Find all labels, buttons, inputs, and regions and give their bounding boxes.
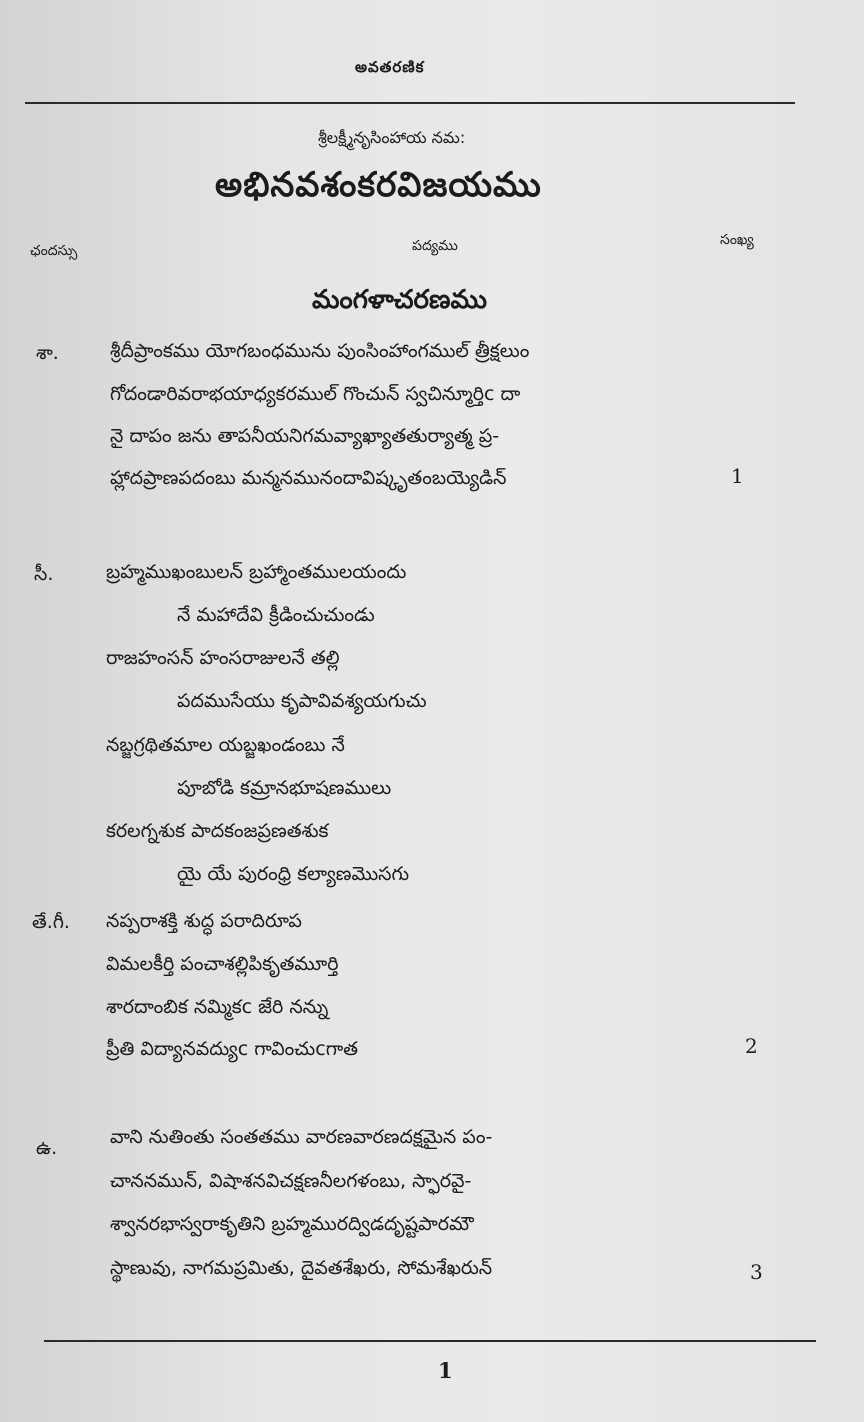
section-title: మంగళాచరణము — [312, 285, 487, 315]
verse-line: శ్రీదీప్రాంకము యోగబంధమును పుంసింహాంగముల్ త్రీక్షలుం — [110, 340, 530, 362]
verse-line: నే మహాదేవి క్రీడించుచుండు — [177, 604, 375, 626]
verse-line: నప్పరాశక్తి శుద్ధ పరాదిరూప — [106, 910, 302, 932]
header-rule — [25, 102, 795, 104]
book-title: అభినవశంకరవిజయము — [215, 165, 542, 205]
verse-line: విమలకీర్తి పంచాశల్లిపికృతమూర్తి — [106, 953, 339, 975]
page-number: 1 — [438, 1358, 453, 1383]
footer-rule — [44, 1340, 816, 1342]
verse-line: శ్వానరభాస్వరాకృతిని బ్రహ్మమురద్విడదృష్టపారమౌ — [110, 1213, 474, 1235]
verse-line: నై దాపం జను తాపనీయనిగమవ్యాఖ్యాతతుర్యాత్మ ప్ర- — [110, 425, 500, 447]
invocation-line: శ్రీలక్ష్మీనృసింహాయ నమ: — [318, 128, 466, 147]
verse-meter: శా. — [36, 342, 59, 364]
verse-line: పూబోడి కమ్రానభూషణములు — [177, 777, 392, 799]
verse-line: నబ్జగ్రథితమాల యబ్జఖండంబు నే — [106, 734, 345, 756]
verse-number: 1 — [731, 464, 744, 488]
verse-meter: ఉ. — [36, 1137, 58, 1159]
verse-line: బ్రహ్మముఖంబులన్ బ్రహ్మాంతములయందు — [106, 561, 407, 583]
verse-number: 2 — [745, 1034, 758, 1058]
running-title: అవతరణిక — [355, 58, 425, 76]
verse-line: శారదాంబిక నమ్మికc జేరి నన్ను — [106, 996, 329, 1018]
verse-line: హ్లాదప్రాణపదంబు మన్మనమునందావిష్కృతంబయ్యెడిన్ — [110, 467, 507, 489]
verse-line: స్థాణువు, నాగమప్రమితు, దైవతశేఖరు, సోమశేఖరున్ — [110, 1257, 493, 1279]
verse-line: గోదండారివరాభయాధ్యకరముల్ గొంచున్ స్వచిన్మూర్తిc దా — [110, 383, 521, 405]
verse-line: పదముసేయు కృపావివశ్యయగుచు — [177, 690, 427, 712]
verse-meter: తే.గీ. — [32, 911, 70, 933]
verse-line: రాజహంసన్ హంసరాజులనే తల్లి — [106, 647, 340, 669]
column-header-verse: పద్యము — [412, 238, 458, 254]
verse-meter: సీ. — [34, 563, 54, 585]
column-header-meter: ఛందస్సు — [30, 243, 78, 259]
verse-line: కరలగ్నశుక పాదకంజప్రణతశుక — [106, 820, 329, 842]
verse-line: ప్రీతి విద్యానవద్యుc గావించుcగాత — [106, 1038, 358, 1060]
verse-line: చాననమున్, విషాశనవిచక్షణనీలగళంబు, స్ఫారవై- — [110, 1170, 472, 1192]
verse-line: యై యే పురంధ్రి కల్యాణమొసగు — [177, 863, 410, 885]
column-header-number: సంఖ్య — [720, 232, 754, 248]
verse-line: వాని నుతింతు సంతతము వారణవారణదక్షమైన పం- — [110, 1126, 493, 1148]
verse-number: 3 — [750, 1260, 763, 1284]
